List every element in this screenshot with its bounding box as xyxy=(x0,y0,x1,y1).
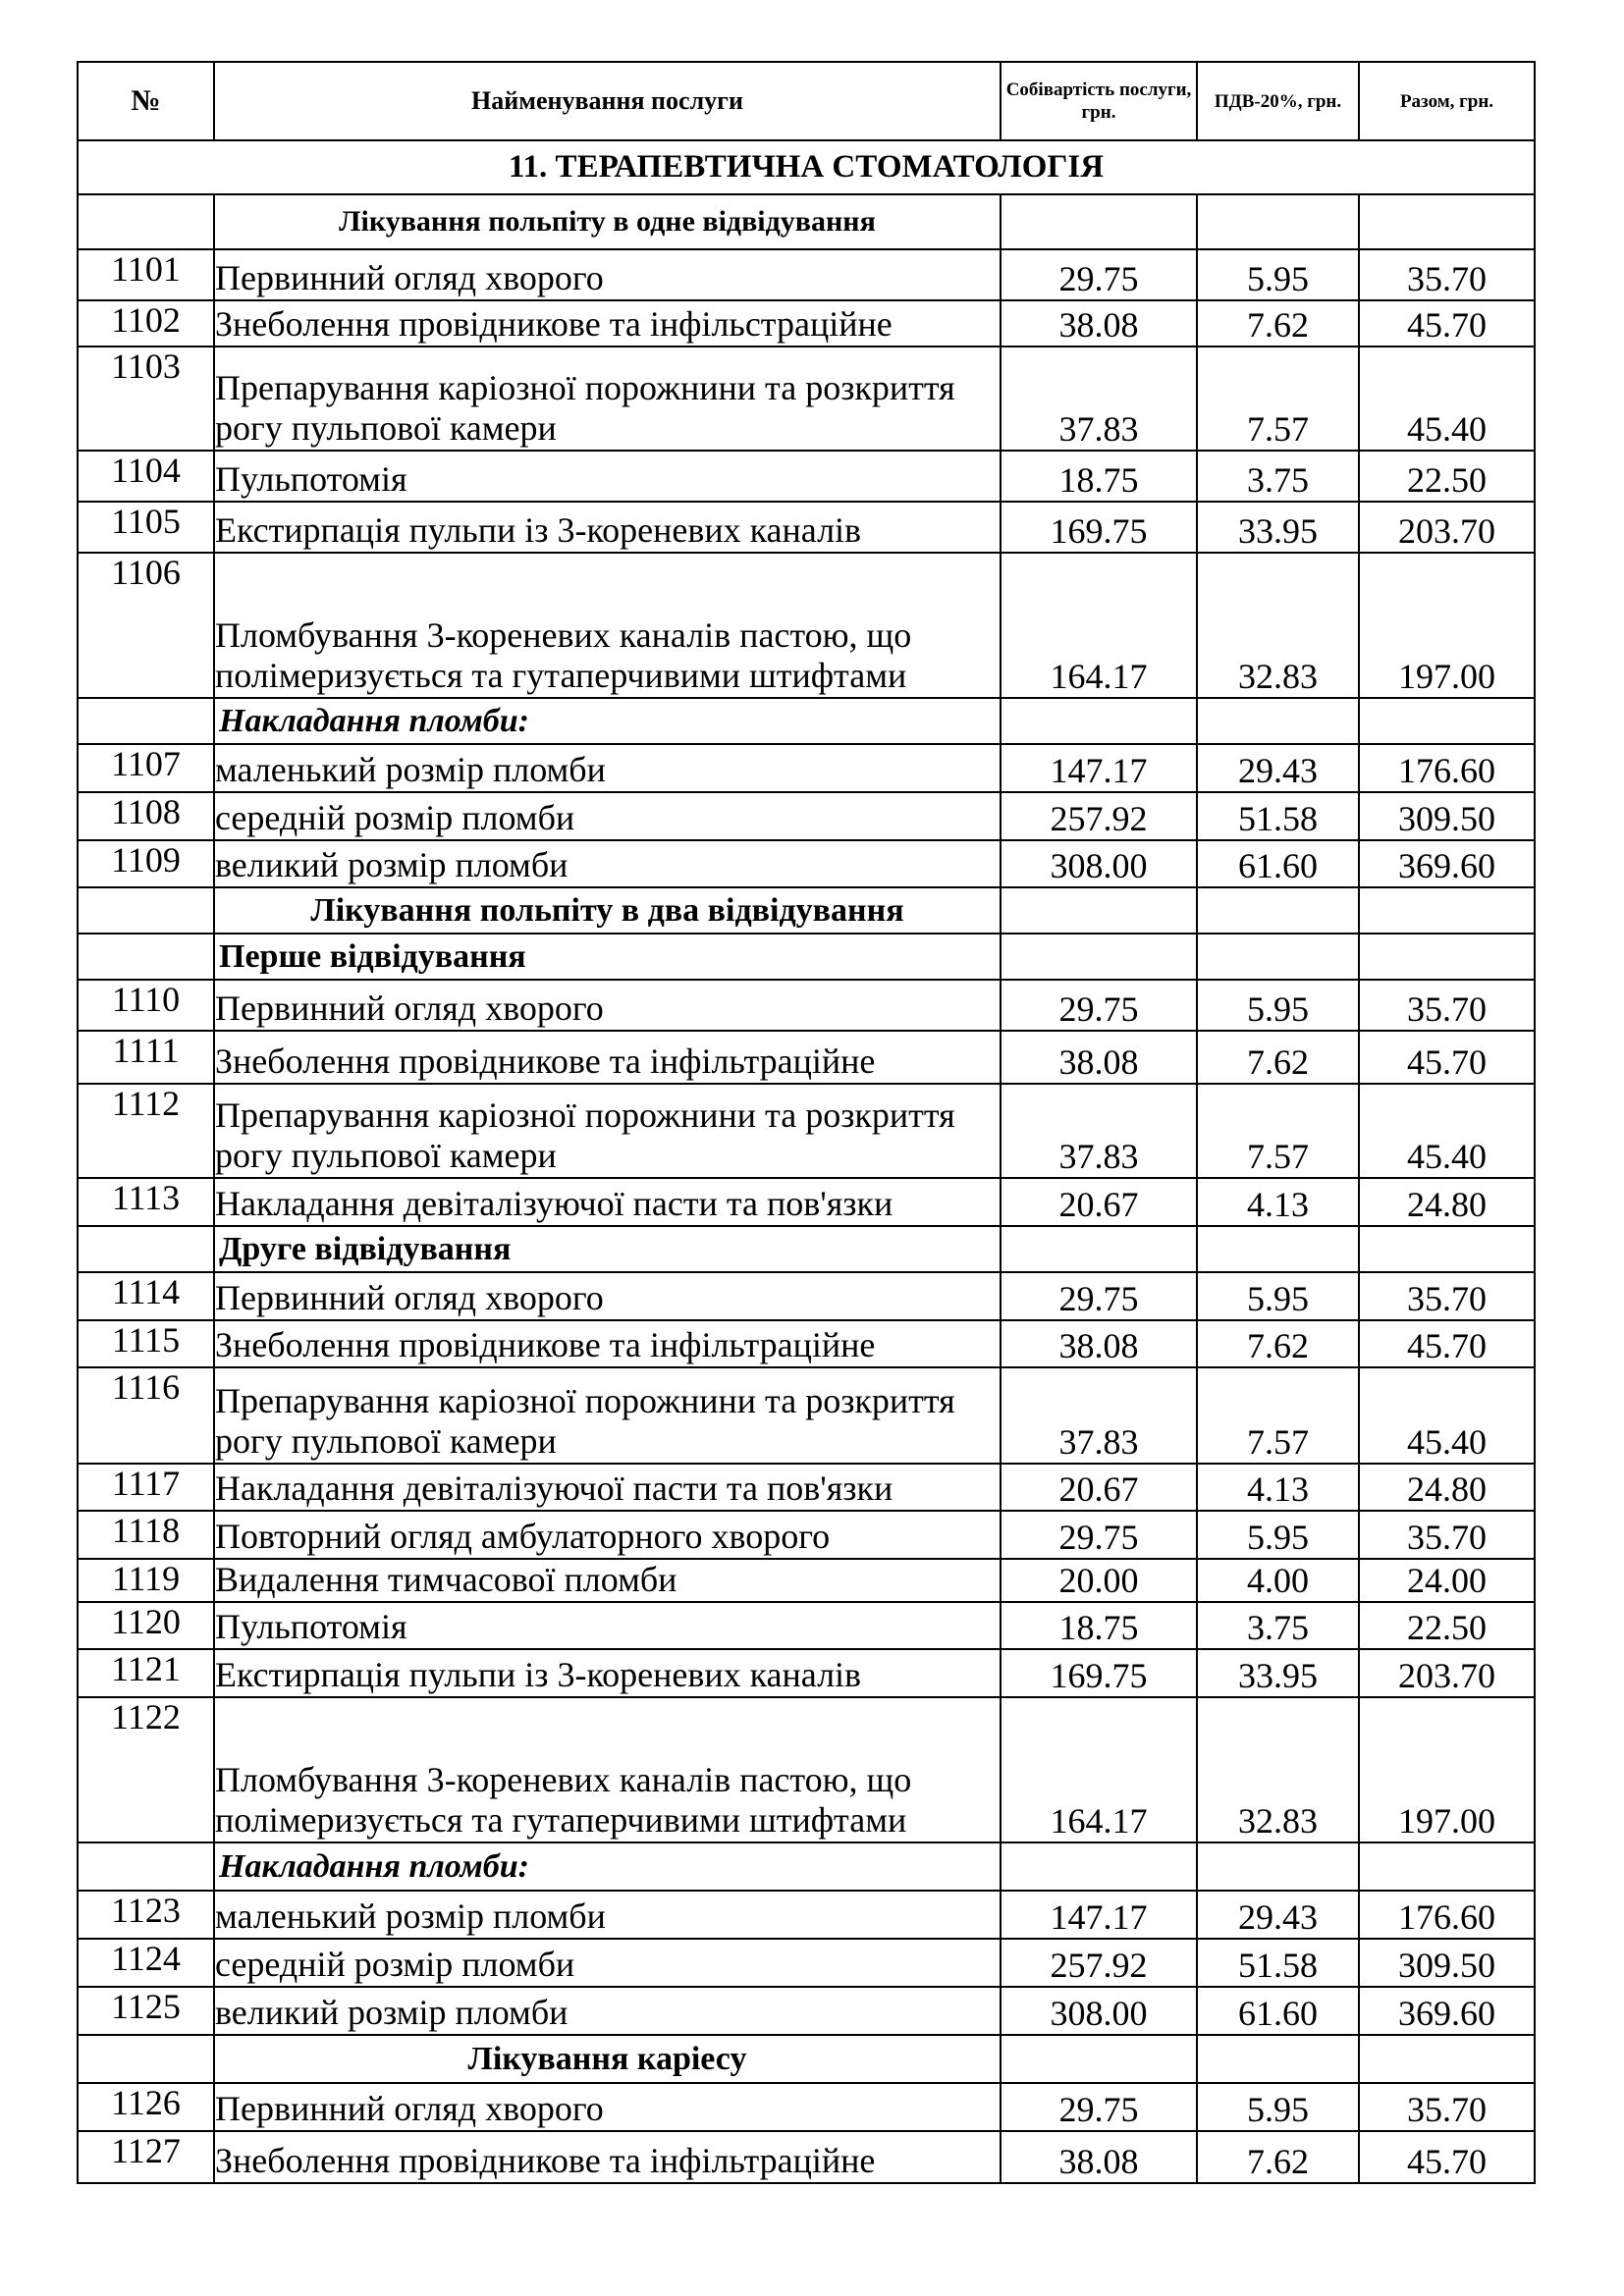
header-row xyxy=(78,62,1535,140)
service-cost: 37.83 xyxy=(1001,1084,1197,1178)
service-total: 197.00 xyxy=(1359,1697,1535,1842)
service-total: 176.60 xyxy=(1359,1891,1535,1939)
service-row xyxy=(78,1891,1535,1939)
service-number: 1119 xyxy=(78,1559,214,1602)
service-number: 1112 xyxy=(78,1084,214,1178)
subheading-row xyxy=(78,1842,1535,1891)
empty-cell xyxy=(1001,887,1197,934)
service-total: 369.60 xyxy=(1359,840,1535,887)
service-name: Пульпотомія xyxy=(214,451,1001,502)
service-number: 1102 xyxy=(78,300,214,347)
service-total: 35.70 xyxy=(1359,980,1535,1031)
service-row xyxy=(78,1367,1535,1464)
service-vat: 29.43 xyxy=(1197,744,1359,792)
service-name: Видалення тимчасової пломби xyxy=(214,1559,1001,1602)
service-cost: 308.00 xyxy=(1001,1987,1197,2035)
service-number: 1114 xyxy=(78,1272,214,1320)
service-number: 1109 xyxy=(78,840,214,887)
service-cost: 257.92 xyxy=(1001,1939,1197,1987)
subheading-label: Накладання пломби: xyxy=(214,1842,1001,1891)
service-vat: 5.95 xyxy=(1197,2083,1359,2131)
empty-cell xyxy=(1359,2035,1535,2083)
service-name: Повторний огляд амбулаторного хворого xyxy=(214,1511,1001,1559)
service-vat: 3.75 xyxy=(1197,1602,1359,1649)
service-cost: 147.17 xyxy=(1001,1891,1197,1939)
service-total: 369.60 xyxy=(1359,1987,1535,2035)
service-row xyxy=(78,2131,1535,2183)
service-cost: 18.75 xyxy=(1001,1602,1197,1649)
service-number: 1121 xyxy=(78,1649,214,1697)
price-list-table xyxy=(77,61,1536,2184)
service-number: 1110 xyxy=(78,980,214,1031)
service-total: 24.80 xyxy=(1359,1464,1535,1511)
service-cost: 29.75 xyxy=(1001,1272,1197,1320)
service-total: 35.70 xyxy=(1359,249,1535,300)
service-vat: 33.95 xyxy=(1197,1649,1359,1697)
service-total: 45.40 xyxy=(1359,1367,1535,1464)
service-name: Знеболення провідникове та інфільстраційне xyxy=(214,300,1001,347)
service-name: середній розмір пломби xyxy=(214,792,1001,840)
service-total: 22.50 xyxy=(1359,1602,1535,1649)
subheading-label: Лікування польпіту в одне відвідування xyxy=(214,194,1001,249)
service-name: Накладання девіталізуючої пасти та пов'язки xyxy=(214,1178,1001,1226)
service-total: 203.70 xyxy=(1359,1649,1535,1697)
empty-cell xyxy=(1359,934,1535,980)
header-num: № xyxy=(78,62,214,140)
service-name: Первинний огляд хворого xyxy=(214,249,1001,300)
subheading-row xyxy=(78,194,1535,249)
service-vat: 7.57 xyxy=(1197,1367,1359,1464)
service-total: 45.40 xyxy=(1359,347,1535,451)
empty-cell xyxy=(1197,1226,1359,1272)
section-title-row xyxy=(78,140,1535,194)
service-name: Знеболення провідникове та інфільтраційне xyxy=(214,1031,1001,1084)
header-name: Найменування послуги xyxy=(214,62,1001,140)
service-row xyxy=(78,1178,1535,1226)
service-cost: 257.92 xyxy=(1001,792,1197,840)
service-row xyxy=(78,1697,1535,1842)
service-number: 1106 xyxy=(78,553,214,698)
empty-cell xyxy=(1197,698,1359,744)
service-vat: 7.57 xyxy=(1197,1084,1359,1178)
service-number: 1101 xyxy=(78,249,214,300)
service-cost: 29.75 xyxy=(1001,1511,1197,1559)
service-vat: 33.95 xyxy=(1197,502,1359,553)
service-cost: 147.17 xyxy=(1001,744,1197,792)
service-row xyxy=(78,1649,1535,1697)
service-name: маленький розмір пломби xyxy=(214,1891,1001,1939)
service-vat: 7.62 xyxy=(1197,1320,1359,1367)
service-vat: 32.83 xyxy=(1197,553,1359,698)
empty-cell xyxy=(1001,1226,1197,1272)
service-row xyxy=(78,300,1535,347)
service-cost: 169.75 xyxy=(1001,1649,1197,1697)
service-number: 1118 xyxy=(78,1511,214,1559)
service-vat: 5.95 xyxy=(1197,1511,1359,1559)
service-vat: 4.13 xyxy=(1197,1178,1359,1226)
service-number: 1113 xyxy=(78,1178,214,1226)
service-cost: 20.67 xyxy=(1001,1464,1197,1511)
service-number: 1111 xyxy=(78,1031,214,1084)
service-vat: 3.75 xyxy=(1197,451,1359,502)
empty-cell xyxy=(1359,698,1535,744)
service-name: Первинний огляд хворого xyxy=(214,980,1001,1031)
empty-cell xyxy=(78,194,214,249)
empty-cell xyxy=(1197,1842,1359,1891)
empty-cell xyxy=(1359,194,1535,249)
subheading-label: Лікування каріесу xyxy=(214,2035,1001,2083)
service-row xyxy=(78,1511,1535,1559)
service-name: Знеболення провідникове та інфільтраційне xyxy=(214,2131,1001,2183)
service-number: 1107 xyxy=(78,744,214,792)
service-total: 35.70 xyxy=(1359,1511,1535,1559)
empty-cell xyxy=(1197,934,1359,980)
service-name: великий розмір пломби xyxy=(214,1987,1001,2035)
service-name: Пульпотомія xyxy=(214,1602,1001,1649)
service-number: 1122 xyxy=(78,1697,214,1842)
service-cost: 38.08 xyxy=(1001,1031,1197,1084)
service-number: 1126 xyxy=(78,2083,214,2131)
empty-cell xyxy=(1359,887,1535,934)
empty-cell xyxy=(78,2035,214,2083)
service-cost: 164.17 xyxy=(1001,553,1197,698)
service-vat: 7.62 xyxy=(1197,2131,1359,2183)
service-row xyxy=(78,1031,1535,1084)
empty-cell xyxy=(78,934,214,980)
service-total: 309.50 xyxy=(1359,792,1535,840)
service-row xyxy=(78,840,1535,887)
subheading-label: Лікування польпіту в два відвідування xyxy=(214,887,1001,934)
service-name: Пломбування 3-кореневих каналів пастою, що полімеризується та гутаперчивими штифтами xyxy=(214,1697,1001,1842)
empty-cell xyxy=(1197,2035,1359,2083)
service-number: 1115 xyxy=(78,1320,214,1367)
service-row xyxy=(78,553,1535,698)
empty-cell xyxy=(1197,887,1359,934)
service-name: Первинний огляд хворого xyxy=(214,1272,1001,1320)
service-name: Екстирпація пульпи із 3-кореневих каналів xyxy=(214,502,1001,553)
service-name: Первинний огляд хворого xyxy=(214,2083,1001,2131)
service-number: 1123 xyxy=(78,1891,214,1939)
header-cost: Собівартість послуги, грн. xyxy=(1001,62,1197,140)
service-row xyxy=(78,1464,1535,1511)
service-cost: 37.83 xyxy=(1001,347,1197,451)
subheading-row xyxy=(78,698,1535,744)
service-number: 1127 xyxy=(78,2131,214,2183)
service-cost: 29.75 xyxy=(1001,980,1197,1031)
empty-cell xyxy=(1001,934,1197,980)
service-number: 1105 xyxy=(78,502,214,553)
service-total: 35.70 xyxy=(1359,2083,1535,2131)
header-total: Разом, грн. xyxy=(1359,62,1535,140)
service-total: 22.50 xyxy=(1359,451,1535,502)
service-vat: 7.57 xyxy=(1197,347,1359,451)
service-cost: 164.17 xyxy=(1001,1697,1197,1842)
subheading-row xyxy=(78,887,1535,934)
service-row xyxy=(78,1272,1535,1320)
empty-cell xyxy=(1001,194,1197,249)
section-title: 11. ТЕРАПЕВТИЧНА СТОМАТОЛОГІЯ xyxy=(78,140,1535,194)
service-vat: 5.95 xyxy=(1197,980,1359,1031)
service-cost: 169.75 xyxy=(1001,502,1197,553)
service-total: 203.70 xyxy=(1359,502,1535,553)
service-vat: 61.60 xyxy=(1197,840,1359,887)
empty-cell xyxy=(78,887,214,934)
service-vat: 7.62 xyxy=(1197,1031,1359,1084)
service-vat: 61.60 xyxy=(1197,1987,1359,2035)
service-row xyxy=(78,1939,1535,1987)
service-name: Препарування каріозної порожнини та розкриття рогу пульпової камери xyxy=(214,347,1001,451)
subheading-label: Перше відвідування xyxy=(214,934,1001,980)
service-vat: 5.95 xyxy=(1197,1272,1359,1320)
subheading-row xyxy=(78,2035,1535,2083)
service-row xyxy=(78,451,1535,502)
service-name: Екстирпація пульпи із 3-кореневих каналів xyxy=(214,1649,1001,1697)
service-vat: 51.58 xyxy=(1197,792,1359,840)
empty-cell xyxy=(78,1842,214,1891)
service-cost: 29.75 xyxy=(1001,249,1197,300)
service-name: Препарування каріозної порожнини та розкриття рогу пульпової камери xyxy=(214,1367,1001,1464)
service-cost: 20.67 xyxy=(1001,1178,1197,1226)
service-vat: 51.58 xyxy=(1197,1939,1359,1987)
service-total: 45.70 xyxy=(1359,300,1535,347)
service-vat: 5.95 xyxy=(1197,249,1359,300)
service-cost: 20.00 xyxy=(1001,1559,1197,1602)
subheading-row xyxy=(78,934,1535,980)
service-row xyxy=(78,1559,1535,1602)
service-total: 24.80 xyxy=(1359,1178,1535,1226)
empty-cell xyxy=(78,698,214,744)
empty-cell xyxy=(1359,1842,1535,1891)
service-number: 1117 xyxy=(78,1464,214,1511)
service-vat: 4.00 xyxy=(1197,1559,1359,1602)
service-vat: 32.83 xyxy=(1197,1697,1359,1842)
service-cost: 29.75 xyxy=(1001,2083,1197,2131)
service-row xyxy=(78,1320,1535,1367)
subheading-row xyxy=(78,1226,1535,1272)
empty-cell xyxy=(1001,1842,1197,1891)
service-cost: 38.08 xyxy=(1001,300,1197,347)
service-cost: 38.08 xyxy=(1001,1320,1197,1367)
service-number: 1103 xyxy=(78,347,214,451)
service-row xyxy=(78,1084,1535,1178)
subheading-label: Накладання пломби: xyxy=(214,698,1001,744)
empty-cell xyxy=(1001,698,1197,744)
service-total: 45.70 xyxy=(1359,2131,1535,2183)
empty-cell xyxy=(1197,194,1359,249)
service-name: маленький розмір пломби xyxy=(214,744,1001,792)
service-vat: 7.62 xyxy=(1197,300,1359,347)
service-name: Накладання девіталізуючої пасти та пов'язки xyxy=(214,1464,1001,1511)
service-total: 35.70 xyxy=(1359,1272,1535,1320)
service-row xyxy=(78,249,1535,300)
service-row xyxy=(78,1987,1535,2035)
service-number: 1125 xyxy=(78,1987,214,2035)
service-total: 45.70 xyxy=(1359,1031,1535,1084)
service-row xyxy=(78,347,1535,451)
service-vat: 4.13 xyxy=(1197,1464,1359,1511)
service-row xyxy=(78,980,1535,1031)
service-number: 1124 xyxy=(78,1939,214,1987)
service-name: великий розмір пломби xyxy=(214,840,1001,887)
service-name: Препарування каріозної порожнини та розкриття рогу пульпової камери xyxy=(214,1084,1001,1178)
service-row xyxy=(78,502,1535,553)
service-vat: 29.43 xyxy=(1197,1891,1359,1939)
service-cost: 308.00 xyxy=(1001,840,1197,887)
service-row xyxy=(78,792,1535,840)
service-total: 309.50 xyxy=(1359,1939,1535,1987)
empty-cell xyxy=(78,1226,214,1272)
service-number: 1104 xyxy=(78,451,214,502)
service-name: середній розмір пломби xyxy=(214,1939,1001,1987)
service-number: 1108 xyxy=(78,792,214,840)
service-number: 1116 xyxy=(78,1367,214,1464)
empty-cell xyxy=(1001,2035,1197,2083)
service-total: 45.40 xyxy=(1359,1084,1535,1178)
service-row xyxy=(78,1602,1535,1649)
service-total: 24.00 xyxy=(1359,1559,1535,1602)
subheading-label: Друге відвідування xyxy=(214,1226,1001,1272)
service-name: Знеболення провідникове та інфільтраційне xyxy=(214,1320,1001,1367)
service-cost: 38.08 xyxy=(1001,2131,1197,2183)
empty-cell xyxy=(1359,1226,1535,1272)
header-vat: ПДВ-20%, грн. xyxy=(1197,62,1359,140)
service-name: Пломбування 3-кореневих каналів пастою, що полімеризується та гутаперчивими штифтами xyxy=(214,553,1001,698)
service-row xyxy=(78,2083,1535,2131)
service-number: 1120 xyxy=(78,1602,214,1649)
service-total: 45.70 xyxy=(1359,1320,1535,1367)
service-row xyxy=(78,744,1535,792)
service-total: 176.60 xyxy=(1359,744,1535,792)
service-cost: 37.83 xyxy=(1001,1367,1197,1464)
service-cost: 18.75 xyxy=(1001,451,1197,502)
service-total: 197.00 xyxy=(1359,553,1535,698)
